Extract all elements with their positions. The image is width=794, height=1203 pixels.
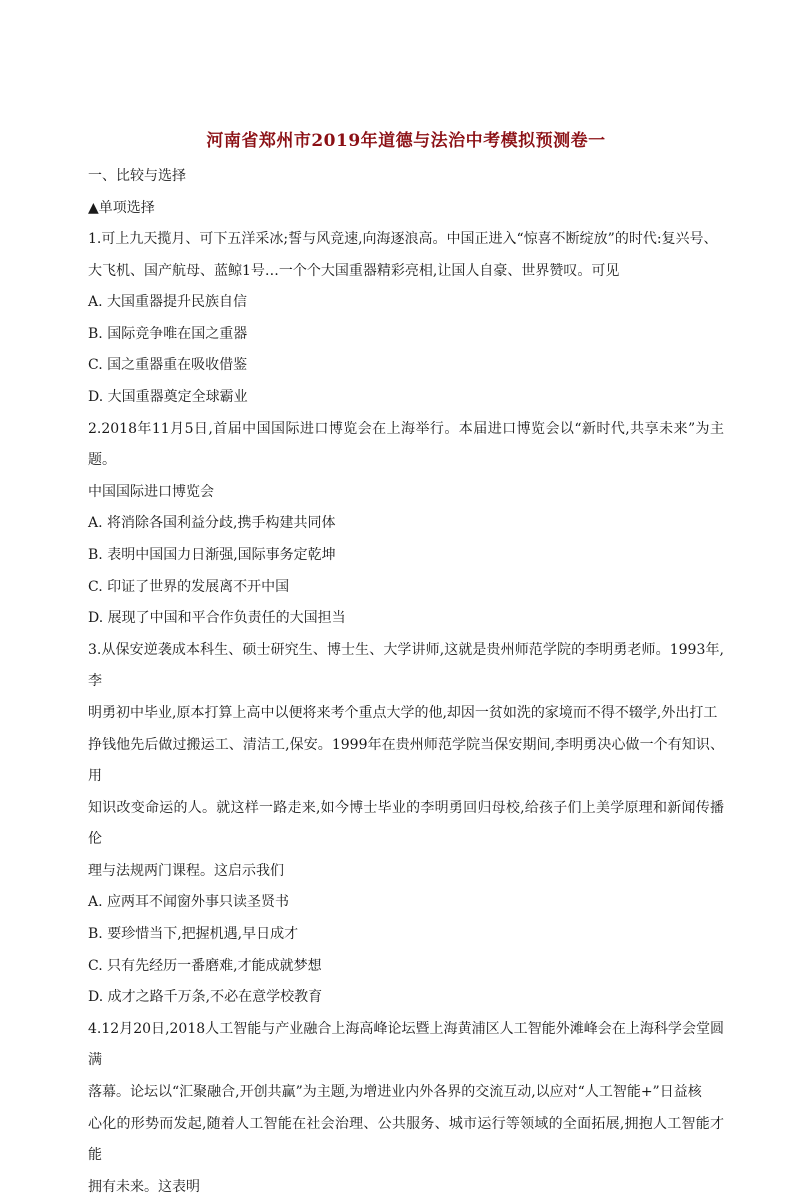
option-a: A. 大国重器提升民族自信	[88, 294, 248, 311]
question-text-line: 拥有未来。这表明	[88, 1178, 200, 1195]
question-text-line: 2.2018年11月5日,首届中国国际进口博览会在上海举行。本届进口博览会以“新时代,共享未来”为主题。	[88, 420, 724, 469]
question-2	[88, 414, 724, 635]
page-title: 河南省郑州市2019年道德与法治中考模拟预测卷一	[206, 131, 606, 151]
option-c: C. 只有先经历一番磨难,才能成就梦想	[88, 957, 322, 974]
question-text-line: 明勇初中毕业,原本打算上高中以便将来考个重点大学的他,却因一贫如洗的家境而不得不辍学,外出打工	[88, 704, 718, 721]
question-text-line: 挣钱他先后做过搬运工、清洁工,保安。1999年在贵州师范学院当保安期间,李明勇决心做一个有知识、用	[88, 736, 724, 785]
option-b: B. 表明中国国力日渐强,国际事务定乾坤	[88, 546, 336, 563]
question-text-line: 3.从保安逆袭成本科生、硕士研究生、博士生、大学讲师,这就是贵州师范学院的李明勇老师。1993年,李	[88, 641, 724, 690]
question-text-line: 心化的形势而发起,随着人工智能在社会治理、公共服务、城市运行等领域的全面拓展,拥抱人工智能才能	[88, 1115, 724, 1164]
option-c: C. 国之重器重在吸收借鉴	[88, 357, 248, 374]
question-text-line: 知识改变命运的人。就这样一路走来,如今博士毕业的李明勇回归母校,给孩子们上美学原理和新闻传播伦	[88, 799, 724, 848]
question-4	[88, 1014, 724, 1203]
option-a: A. 将消除各国利益分歧,携手构建共同体	[88, 515, 336, 532]
question-1	[88, 224, 724, 414]
section-heading: 一、比较与选择	[88, 168, 186, 184]
option-d: D. 成才之路千万条,不必在意学校教育	[88, 989, 323, 1006]
option-c: C. 印证了世界的发展离不开中国	[88, 578, 290, 595]
option-b: B. 要珍惜当下,把握机遇,早日成才	[88, 926, 299, 943]
option-d: D. 展现了中国和平合作负责任的大国担当	[88, 610, 346, 627]
option-d: D. 大国重器奠定全球霸业	[88, 388, 248, 405]
question-text-line: 大飞机、国产航母、蓝鲸1号…一个个大国重器精彩亮相,让国人自豪、世界赞叹。可见	[88, 262, 620, 279]
subsection-heading: ▲单项选择	[88, 200, 155, 216]
question-text-line: 4.12月20日,2018人工智能与产业融合上海高峰论坛暨上海黄浦区人工智能外滩峰会在上海科学会堂圆满	[88, 1020, 724, 1069]
question-text-line: 1.可上九天揽月、可下五洋采冰;誓与风竞速,向海逐浪高。中国正进入“惊喜不断绽放”的时代:复兴号、	[88, 231, 718, 247]
question-text-line: 落幕。论坛以“汇聚融合,开创共赢”为主题,为增进业内外各界的交流互动,以应对“人工智能+”日益核	[88, 1084, 702, 1101]
option-b: B. 国际竞争唯在国之重器	[88, 325, 248, 342]
question-text-line: 中国国际进口博览会	[88, 483, 214, 500]
question-text-line: 理与法规两门课程。这启示我们	[88, 862, 284, 879]
option-a: A. 应两耳不闻窗外事只读圣贤书	[88, 894, 290, 911]
question-3	[88, 635, 724, 1014]
